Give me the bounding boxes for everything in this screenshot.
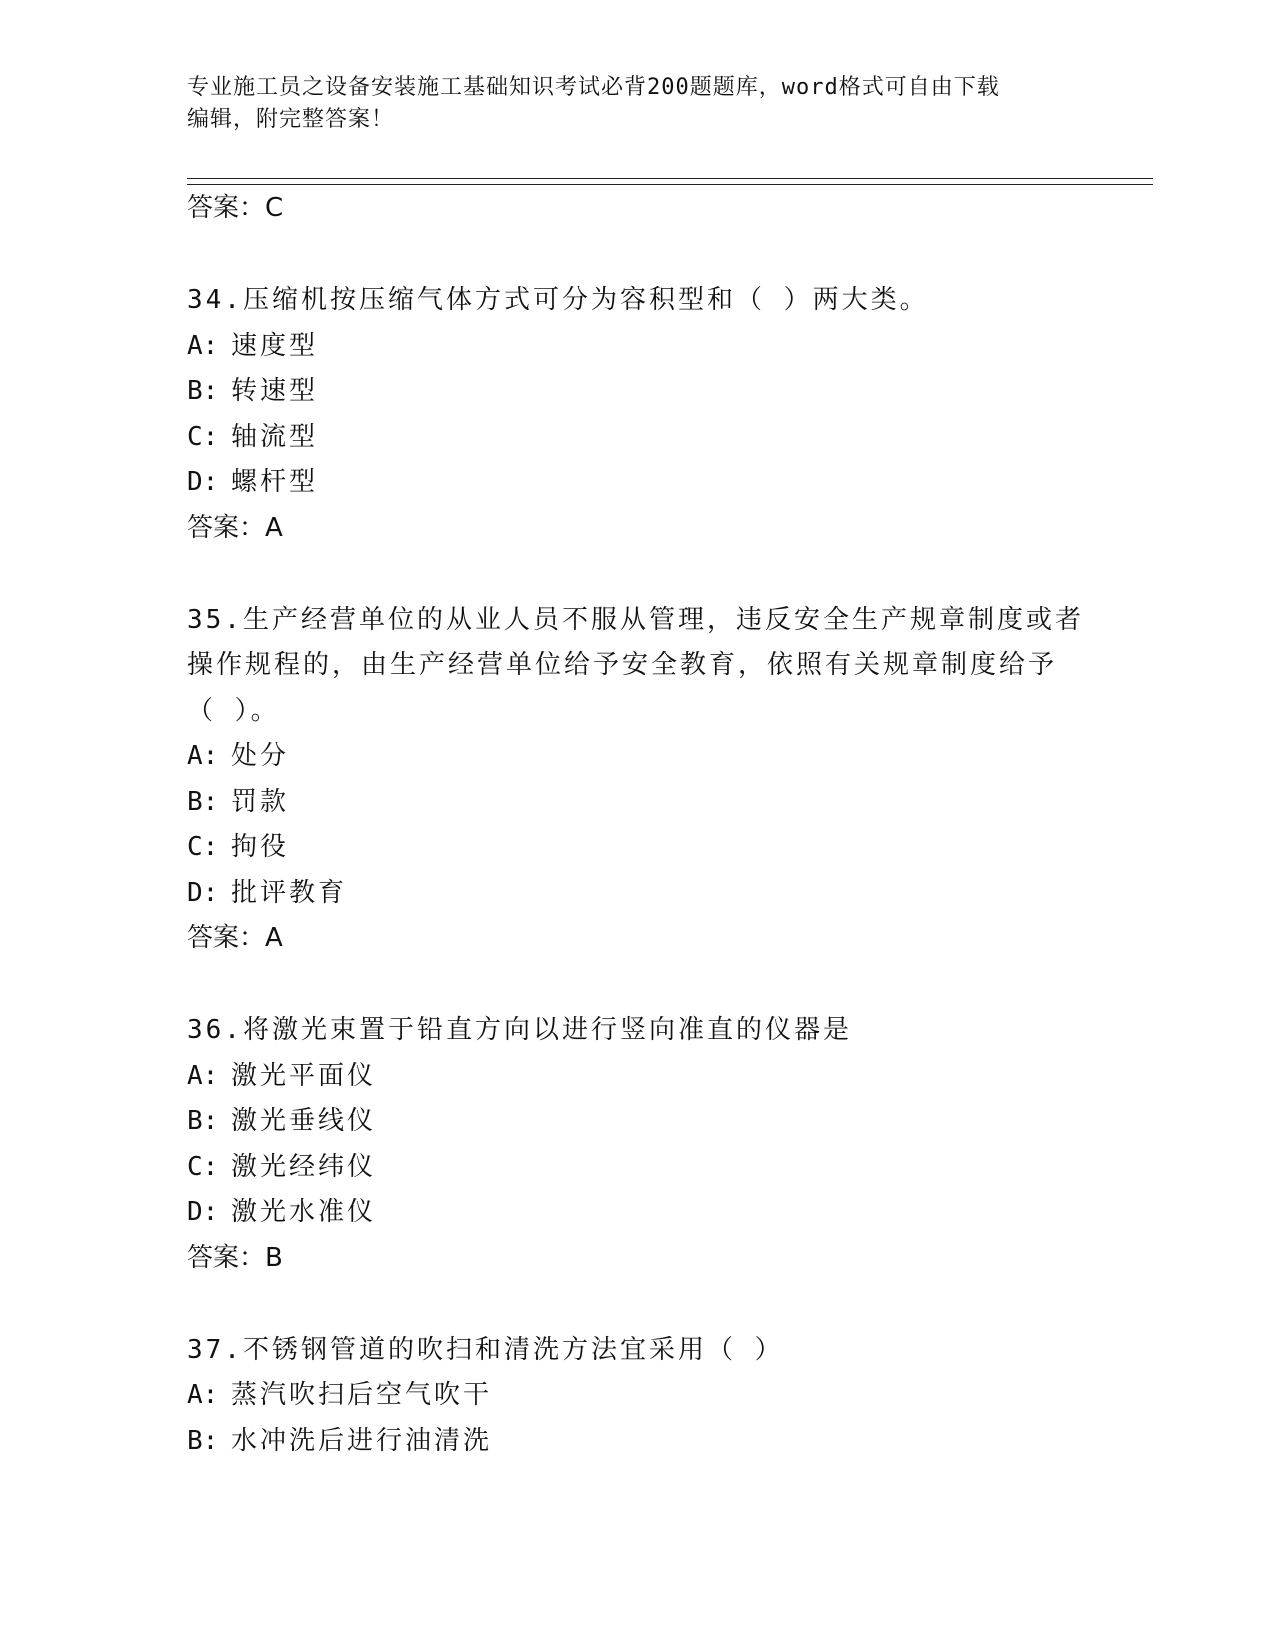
option-a [187,1373,1087,1419]
option-key: B: [187,376,219,406]
option-b [187,369,1087,415]
option-key: B: [187,1425,219,1456]
option-b [187,1099,1087,1145]
option-a [187,734,1087,780]
option-key: B: [187,786,219,817]
question-line: 37.不锈钢管道的吹扫和清洗方法宜采用（ ） [187,1334,784,1365]
header-line: 编辑，附完整答案！ [187,107,395,132]
option-text: 激光水准仪 [231,1197,377,1227]
answer-line: 答案：A [187,923,283,953]
option-text: 转速型 [231,376,319,406]
option-text: 轴流型 [231,421,319,452]
option-text: 处分 [231,741,290,771]
answer-line: 答案：A [187,512,283,543]
question-line: 36.将激光束置于铅直方向以进行竖向准直的仪器是 [187,1015,852,1045]
question-list [187,186,1087,1464]
option-key: A: [187,741,219,771]
question-item [187,278,1087,551]
header-line: 专业施工员之设备安装施工基础知识考试必背200题题库，word格式可自由下载 [187,75,1000,100]
option-c [187,1145,1087,1191]
option-text: 激光垂线仪 [231,1106,377,1136]
answer-line: 答案：B [187,1242,283,1273]
option-b [187,780,1087,826]
option-text: 速度型 [231,330,319,361]
option-a [187,324,1087,370]
option-a [187,1054,1087,1100]
option-key: A: [187,1060,219,1091]
option-key: D: [187,467,219,497]
option-text: 螺杆型 [231,467,319,497]
option-b [187,1419,1087,1465]
option-text: 罚款 [231,786,290,817]
option-c [187,825,1087,871]
option-text: 蒸汽吹扫后空气吹干 [231,1380,493,1410]
question-line: （ ）。 [187,695,280,726]
option-c [187,415,1087,461]
option-key: C: [187,832,219,862]
option-d [187,460,1087,506]
question-item [187,1008,1087,1281]
option-text: 水冲洗后进行油清洗 [231,1425,493,1456]
option-key: D: [187,877,219,908]
option-key: B: [187,1106,219,1136]
question-line: 操作规程的，由生产经营单位给予安全教育，依照有关规章制度给予 [187,650,1058,680]
document-header [187,72,1087,136]
header-divider [187,178,1153,179]
header-divider [187,184,1153,185]
option-d [187,871,1087,917]
option-key: C: [187,1151,219,1182]
option-key: A: [187,330,219,361]
question-text [187,1008,1087,1054]
question-item [187,598,1087,962]
option-key: D: [187,1197,219,1227]
question-line: 34.压缩机按压缩气体方式可分为容积型和（ ）两大类。 [187,285,929,315]
option-text: 激光经纬仪 [231,1151,377,1182]
option-text: 批评教育 [231,877,348,908]
answer-line: 答案：C [187,193,284,223]
question-line: 35.生产经营单位的从业人员不服从管理，违反安全生产规章制度或者 [187,604,1084,635]
question-text [187,1328,1087,1374]
option-key: A: [187,1380,219,1410]
option-key: C: [187,421,219,452]
option-text: 激光平面仪 [231,1060,377,1091]
option-text: 拘役 [231,832,290,862]
question-item [187,1328,1087,1465]
option-d [187,1190,1087,1236]
question-text [187,598,1087,735]
question-text [187,278,1087,324]
